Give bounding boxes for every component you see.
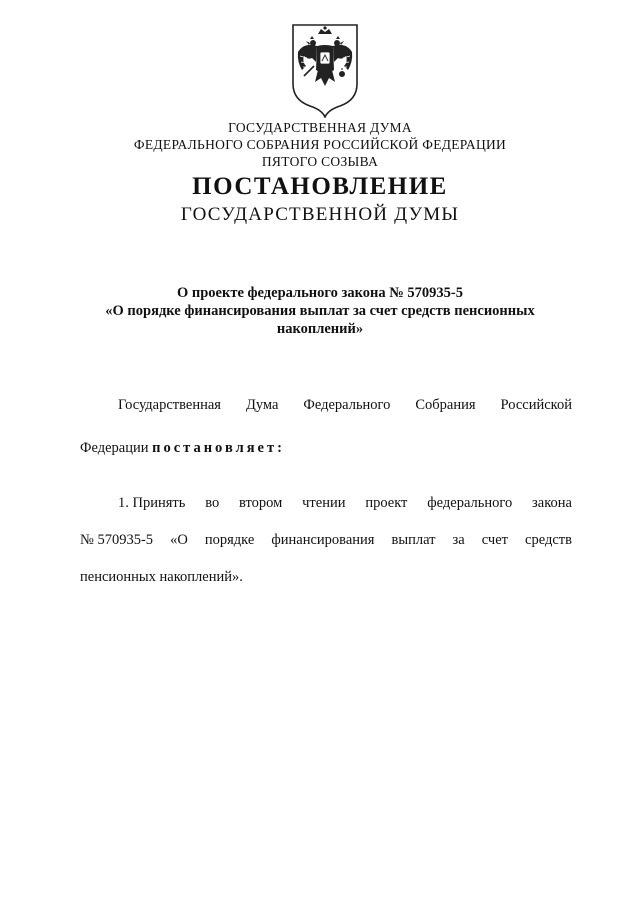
clause-word: финансирования bbox=[271, 532, 375, 548]
document-issuer-title: ГОСУДАРСТВЕННОЙ ДУМЫ bbox=[180, 204, 460, 225]
clause-word: чтении bbox=[302, 495, 346, 511]
clause-word: за bbox=[452, 532, 465, 548]
subject-line-2: «О порядке финансирования выплат за счет средств пенсионных bbox=[105, 303, 535, 319]
convocation-line: ПЯТОГО СОЗЫВА bbox=[261, 154, 379, 169]
preamble-word: Собрания bbox=[415, 397, 476, 413]
preamble-word: Российской bbox=[500, 397, 572, 413]
clause-word: № 570935-5 bbox=[80, 532, 154, 548]
clause-word: средств bbox=[525, 532, 572, 548]
clause-1-line-3: пенсионных накоплений». bbox=[80, 569, 243, 585]
clause-1-line-1 bbox=[118, 495, 572, 512]
clause-word: «О bbox=[170, 532, 188, 548]
clause-word: во bbox=[205, 495, 220, 511]
org-name-line-2: ФЕДЕРАЛЬНОГО СОБРАНИЯ РОССИЙСКОЙ ФЕДЕРАЦИИ bbox=[133, 137, 507, 152]
clause-word: 1. Принять bbox=[118, 495, 186, 511]
preamble-word: Государственная bbox=[118, 397, 221, 413]
clause-1-line-2 bbox=[80, 532, 572, 549]
clause-word: выплат bbox=[391, 532, 436, 548]
preamble-line-2 bbox=[80, 440, 285, 457]
preamble-federation: Федерации bbox=[80, 440, 149, 456]
clause-word: порядке bbox=[204, 532, 255, 548]
resolves-word: постановляет: bbox=[152, 440, 285, 456]
subject-line-3: накоплений» bbox=[276, 321, 364, 337]
clause-word: федерального bbox=[427, 495, 513, 511]
subject-line-1: О проекте федерального закона № 570935-5 bbox=[176, 285, 464, 301]
clause-word: закона bbox=[532, 495, 572, 511]
preamble-word: Дума bbox=[245, 397, 279, 413]
document-type-title: ПОСТАНОВЛЕНИЕ bbox=[192, 173, 448, 200]
preamble-line-1 bbox=[118, 397, 572, 414]
preamble-word: Федерального bbox=[303, 397, 391, 413]
coat-of-arms-russia-icon bbox=[290, 22, 360, 118]
clause-word: счет bbox=[481, 532, 508, 548]
org-name-line-1: ГОСУДАРСТВЕННАЯ ДУМА bbox=[228, 120, 412, 135]
clause-word: втором bbox=[239, 495, 283, 511]
clause-word: проект bbox=[365, 495, 408, 511]
